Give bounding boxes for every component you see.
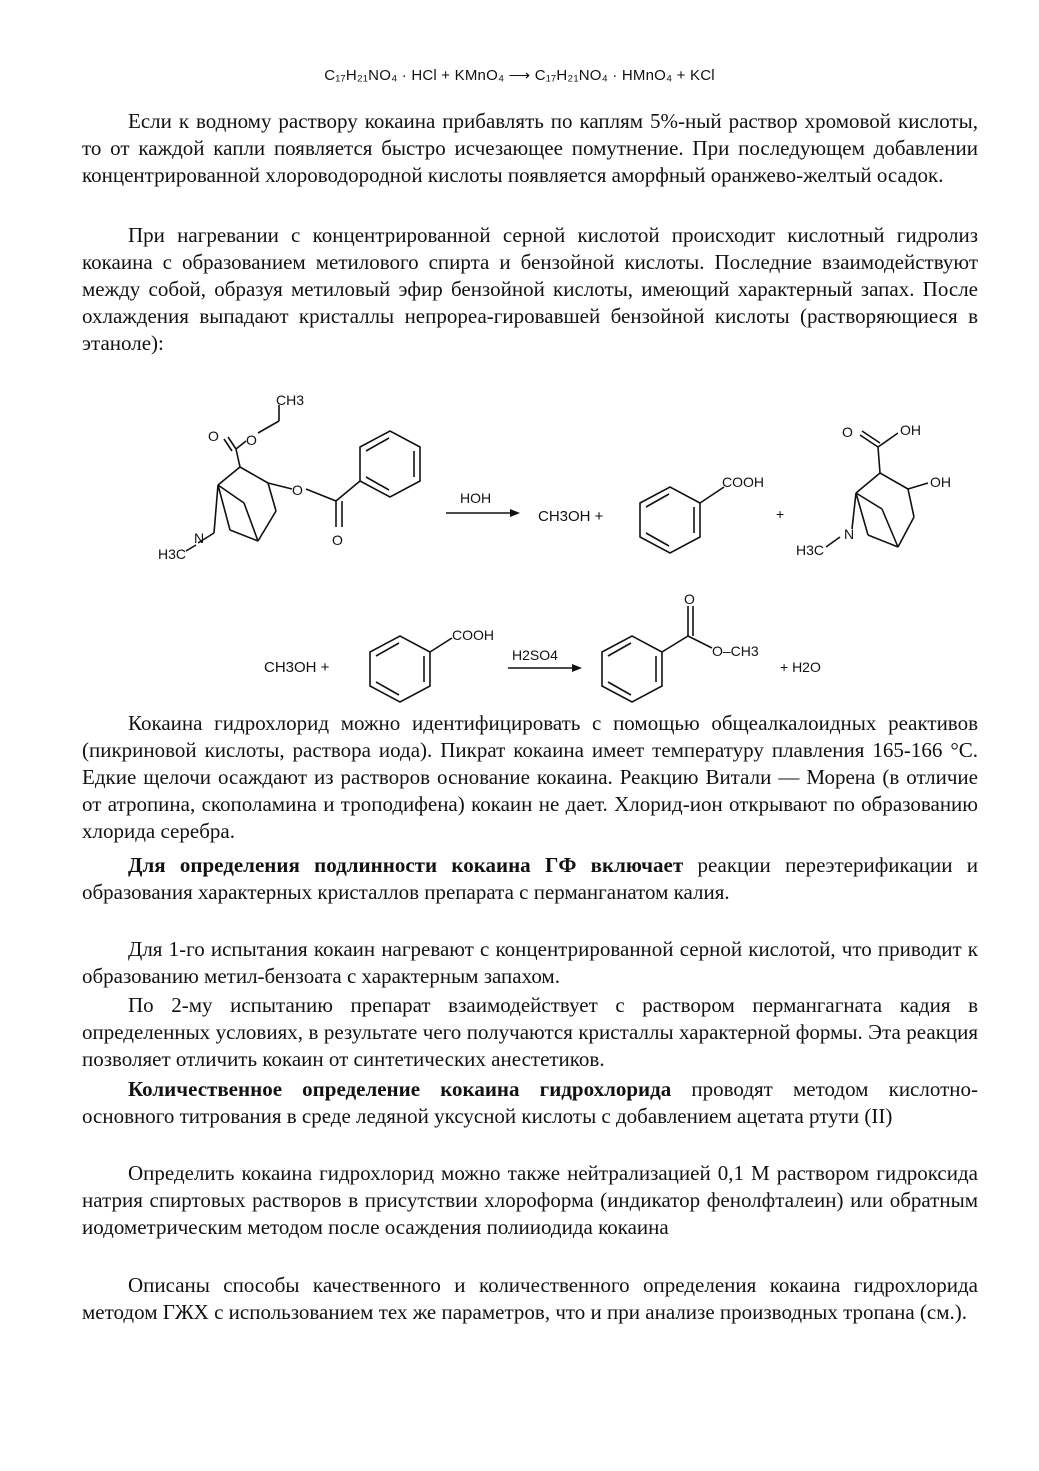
equation-left: C₁₇H₂₁NO₄ · HCl + KMnO₄ <box>324 67 505 84</box>
benzoic-acid-structure <box>640 487 724 553</box>
paragraph-quantitative: Количественное определение кокаина гидрохлорида проводят методом кислотно-основного титрования в среде ледяной уксусной кислоты с добавлением ацетата ртути (II) <box>82 1077 978 1128</box>
ecgonine-h3c-label: H3C <box>796 542 825 558</box>
ester-o-label: O <box>246 432 257 448</box>
water-label: + H2O <box>780 659 821 675</box>
paragraph-authenticity: Для определения подлинности кокаина ГФ включает реакции переэтерификации и образования характерных кристаллов препарата с перманганатом калия. <box>82 853 979 904</box>
paragraph-gc: Описаны способы качественного и количественного определения кокаина гидрохлорида методом ГЖХ с использованием тех же параметров, что и при анализе производных тропана (см.). <box>82 1273 978 1324</box>
paragraph-hydrolysis: При нагревании с концентрированной серной кислотой происходит кислотный гидролиз кокаина с образованием метилового спирта и бензойной кислоты. Последние взаимодействуют между собой, образуя метиловый эфир бензойной кислоты, имеющий характерный запах. После охлаждения выпадают кристаллы непрореа-гировавшей бензойной кислоты (растворяющиеся в этаноле): <box>82 223 978 355</box>
hydrolysis-scheme <box>0 385 1039 590</box>
paragraph-test-1: Для 1-го испытания кокаин нагревают с концентрированной серной кислотой, что приводит к образованию метил-бензоата с характерным запахом. <box>82 937 978 988</box>
cooh-label: COOH <box>722 474 764 490</box>
h2so4-label: H2SO4 <box>512 647 558 663</box>
methyl-benzoate-structure <box>602 606 712 702</box>
link-o-label: O <box>292 482 303 498</box>
ring-oh-label: OH <box>930 474 951 490</box>
authenticity-heading: Для определения подлинности кокаина ГФ включает <box>128 853 684 877</box>
carbonyl-o-label: O <box>208 428 219 444</box>
cooh-2-label: COOH <box>452 627 494 643</box>
benzoyl-o-label: O <box>332 532 343 548</box>
paragraph-test-2: По 2-му испытанию препарат взаимодействует с раствором пермангагната кадия в определенных условиях, в результате чего получаются кристаллы характерной формы. Эта реакция позволяет отличить кокаин от синтетических анестетиков. <box>82 993 978 1071</box>
methanol-label: CH3OH + <box>538 508 604 525</box>
ch3-label: CH3 <box>276 392 305 408</box>
equation-right: C₁₇H₂₁NO₄ · HMnO₄ + KCl <box>534 67 715 84</box>
equation-arrow: ⟶ <box>508 67 531 84</box>
ecgonine-structure <box>826 431 928 547</box>
h3c-label: H3C <box>158 546 187 562</box>
methanol-2-label: CH3OH + <box>264 659 330 676</box>
acid-o-label: O <box>842 424 853 440</box>
esterification-scheme <box>0 590 1039 710</box>
ecgonine-n-label: N <box>844 526 855 542</box>
paragraph-chromic-acid: Если к водному раствору кокаина прибавлять по каплям 5%-ный раствор хромовой кислоты, то от каждой капли появляется быстро исчезающее помутнение. При последующем добавлении концентрированной хлороводородной кислоты появляется аморфный оранжево-желтый осадок. <box>82 109 978 187</box>
acid-oh-label: OH <box>900 422 921 438</box>
hoh-label: HOH <box>460 490 492 506</box>
cocaine-structure <box>186 405 420 551</box>
paragraph-identification: Кокаина гидрохлорид можно идентифицировать с помощью общеалкалоидных реактивов (пикриновой кислоты, раствора иода). Пикрат кокаина имеет температуру плавления 165-166 °С. Едкие щелочи осаждают из растворов основание кокаина. Реакцию Витали — Морена (в отличие от атропина, скополамина и троподифена) кокаин не дает. Хлорид-ион открывают по образованию хлорида серебра. <box>82 711 978 843</box>
plus-label: + <box>776 506 785 522</box>
ester-carbonyl-o-label: O <box>684 591 695 607</box>
n-label: N <box>194 530 205 546</box>
top-equation <box>0 66 1039 84</box>
benzoic-acid-2-structure <box>370 636 452 702</box>
quantitative-heading: Количественное определение кокаина гидрохлорида <box>128 1077 672 1101</box>
paragraph-neutralization: Определить кокаина гидрохлорид можно также нейтрализацией 0,1 М раствором гидроксида натрия спиртовых растворов в присутствии хлороформа (индикатор фенолфталеин) или обратным иодометрическим методом после осаждения полииодида кокаина <box>82 1161 978 1239</box>
ester-och3-label: O–CH3 <box>712 643 759 659</box>
